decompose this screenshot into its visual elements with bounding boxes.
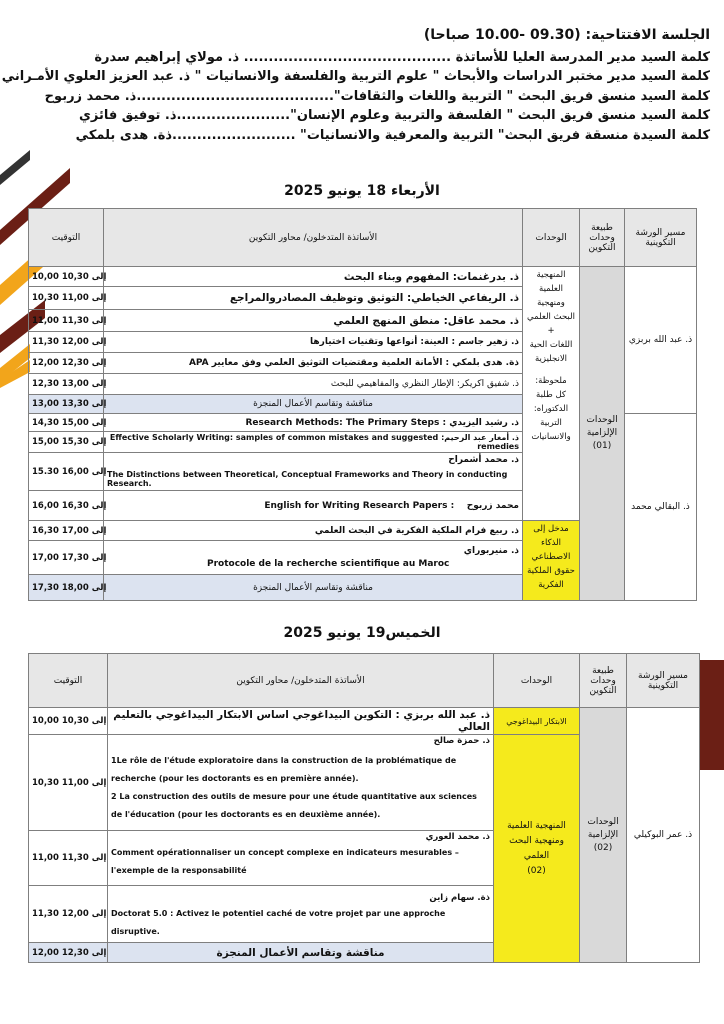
session-time: 11,00 إلى 11,30 [29, 310, 104, 332]
session-time: 10,30 إلى 11,00 [29, 287, 104, 310]
session-time: 12,00 إلى 12,30 [29, 353, 104, 374]
topic-fr: Comment opérationnaliser un concept complexe en indicateurs mesurables – l'exemple de la responsabilité [111, 848, 459, 875]
topic-fr: 2 La construction des outils de mesure pour une étude quantitative aux sciences de l'éducation (pour les doctorants es en deuxième année). [111, 792, 477, 819]
unit-text: ومنهجية البحث [509, 835, 564, 846]
session-time: 10,30 إلى 11,00 [29, 735, 108, 831]
header-time: التوقيت [29, 654, 108, 708]
session-topic [108, 886, 494, 943]
speaker-name: ذ. محمد العوري [425, 832, 490, 842]
header-content: الأساتذة المتدخلون/ محاور التكوين [108, 654, 494, 708]
header-units: الوحدات [494, 654, 580, 708]
header-units: الوحدات [523, 209, 580, 267]
speaker-name: ذ. محمد أشمراح [448, 455, 519, 465]
unit-text: العلمية [539, 284, 563, 294]
opening-line: كلمة السيد منسق فريق البحث " الفلسفة والتربية وعلوم الإنسان".......................ذ. توفيق فائزي [78, 108, 710, 123]
header-content: الأساتذة المتدخلون/ محاور التكوين [104, 209, 523, 267]
unit-text: الذكاء [540, 538, 562, 548]
unit-text: الانجليزية [534, 354, 568, 364]
note-text: الدكتوراه: [533, 404, 569, 414]
unit-text: ومنهجية [537, 298, 565, 308]
note-text: والانسانيات [531, 432, 571, 442]
unit-text: المنهجية العلمية [507, 820, 566, 831]
unit-text: الاصطناعي [531, 552, 571, 562]
session-time: 13,00 إلى 13,30 [29, 395, 104, 414]
speaker-name: ذ. أمغار عبد الرحيم: [441, 433, 519, 442]
session-time: 11,00 إلى 11,30 [29, 831, 108, 886]
unit-cell: الابتكار البيداغوجي [494, 708, 580, 735]
topic-fr: Protocole de la recherche scientifique au Maroc [207, 559, 450, 569]
topic-en: Research Methods: The Primary Steps [245, 417, 440, 428]
unit-text: البحث العلمي [527, 312, 575, 322]
header-path: مسير الورشة التكوينية [627, 654, 700, 708]
discussion-session: مناقشة وتقاسم الأعمال المنجزة [104, 575, 523, 601]
unit-text: مدخل إلى [533, 524, 569, 534]
speaker-name: ذ. منيربوراي [463, 546, 519, 556]
path-name: ذ. البقالي محمد [631, 502, 690, 512]
day1-schedule-table [28, 208, 697, 601]
nature-cell [580, 267, 625, 601]
nature-text: الإلزامية [586, 428, 618, 438]
path-cell [625, 414, 697, 601]
header-nature: طبيعة وحدات التكوين [580, 209, 625, 267]
topic-en: The Distinctions between Theoretical, Conceptual Frameworks and Theory in conducting Research. [107, 470, 508, 488]
nature-text: الوحدات [587, 816, 619, 827]
session-topic [104, 453, 523, 491]
opening-title: الجلسة الافتتاحية: (09.30 -10.00 صباحا) [423, 27, 710, 43]
session-topic [104, 541, 523, 575]
path-name: ذ. عبد الله بربزي [628, 335, 693, 345]
unit-cell [494, 735, 580, 963]
note-text: كل طلبة [536, 390, 566, 400]
unit-text: المنهجية [536, 270, 566, 280]
discussion-session: مناقشة وتقاسم الأعمال المنجزة [104, 395, 523, 414]
session-topic: ذ. شفيق اكريكر: الإطار النظري والمفاهيمي للبحث [104, 374, 523, 395]
header-path: مسير الورشة التكوينية [625, 209, 697, 267]
session-time: 11,30 إلى 12,00 [29, 332, 104, 353]
path-name: ذ. عمر البوكيلي [633, 830, 693, 840]
session-topic [108, 831, 494, 886]
session-topic: ذ. زهير جاسم : العينة: أنواعها وتقنيات اختيارها [104, 332, 523, 353]
path-cell [627, 708, 700, 963]
session-time: 17,30 إلى 18,00 [29, 575, 104, 601]
unit-text: + [547, 326, 555, 336]
unit-cell [523, 267, 580, 521]
nature-text: الوحدات [586, 415, 618, 425]
session-topic: ذ. الريفاعي الخياطي: التوثيق وتوظيف المصادروالمراجع [104, 287, 523, 310]
unit-text: اللغات الحية [529, 340, 573, 350]
header-time: التوقيت [29, 209, 104, 267]
header-nature: طبيعة وحدات التكوين [580, 654, 627, 708]
topic-fr: Doctorat 5.0 : Activez le potentiel caché de votre projet par une approche disruptive. [111, 909, 446, 936]
unit-text: الفكرية [538, 580, 564, 590]
speaker-name: ذة. سهام زاين [429, 893, 490, 903]
session-time: 15,00 إلى 15,30 [29, 432, 104, 453]
nature-text: الإلزامية [587, 829, 619, 840]
session-topic [108, 735, 494, 831]
session-time: 17,00 إلى 17,30 [29, 541, 104, 575]
nature-cell [580, 708, 627, 963]
topic-en: Effective Scholarly Writing: samples of common mistakes and suggested remedies [109, 433, 519, 451]
session-topic: ذ. محمد عاقل: منطق المنهج العلمي [104, 310, 523, 332]
session-time: 15.30 إلى 16,00 [29, 453, 104, 491]
opening-line: كلمة السيدة منسقة فريق البحث" التربية والمعرفية والانسانيات" .........................ذة. هدى بلمكي [75, 127, 710, 143]
note-text: التربية [540, 418, 562, 428]
session-time: 10,00 إلى 10,30 [29, 267, 104, 287]
session-time: 11,30 إلى 12,00 [29, 886, 108, 943]
note-text: ملحوظة: [535, 376, 567, 386]
discussion-session: مناقشة وتقاسم الأعمال المنجزة [108, 943, 494, 963]
opening-line: كلمة السيد مدير المدرسة العليا للأساتذة .......................................... ذ. مولاي إبراهيم سدرة [94, 49, 710, 65]
topic-en: English for Writing Research Papers [264, 500, 448, 511]
session-time: 14,30 إلى 15,00 [29, 414, 104, 432]
speaker-name: محمد زربوح [466, 500, 519, 511]
session-topic: ذ. ربيع فرام الملكية الفكرية في البحث العلمي [104, 521, 523, 541]
session-topic: ذ. بدرغنمات: المفهوم وبناء البحث [104, 267, 523, 287]
opening-line: كلمة السيد منسق فريق البحث " التربية واللغات والثقافات"........................................ذ. محمد زربوح [44, 88, 710, 104]
unit-text: حقوق الملكية [527, 566, 575, 576]
session-topic: ذ. عبد الله بربزي : التكوين البيداغوجي اساس الابتكار البيداغوجي بالتعليم العالي [108, 708, 494, 735]
session-topic: محمد زربوح : English for Writing Research Papers [104, 491, 523, 521]
session-topic [104, 432, 523, 453]
speaker-name: ذ. حمزة صالح [433, 736, 490, 746]
nature-text: (01) [592, 441, 612, 451]
day2-title: الخميس19 يونيو 2025 [283, 625, 441, 641]
topic-fr: 1Le rôle de l'étude exploratoire dans la construction de la problématique de recherche (pour les doctorants es en première année). [111, 756, 457, 783]
unit-text: العلمي [523, 850, 550, 861]
path-cell [625, 267, 697, 414]
day1-title: الأربعاء 18 يونيو 2025 [284, 183, 440, 199]
session-topic: ذة. هدى بلمكي : الأمانة العلمية ومقتضيات التوثيق العلمي وفق معايير APA [104, 353, 523, 374]
unit-cell [523, 521, 580, 601]
opening-session [1, 26, 710, 145]
session-time: 16,30 إلى 17,00 [29, 521, 104, 541]
speaker-name: ذ. رشيد اليزيدي : [442, 417, 519, 428]
session-time: 12,30 إلى 13,00 [29, 374, 104, 395]
nature-text: (02) [593, 842, 613, 853]
day2-schedule-table [28, 653, 700, 963]
session-time: 10,00 إلى 10,30 [29, 708, 108, 735]
opening-line: كلمة السيد مدير مختبر الدراسات والأبحاث " علوم التربية والفلسفة والانسانيات " ذ. عبد العزيز العلوي الأمـراني [1, 69, 710, 84]
session-time: 12,00 إلى 12,30 [29, 943, 108, 963]
session-time: 16,00 إلى 16,30 [29, 491, 104, 521]
unit-text: (02) [527, 865, 546, 876]
session-topic [104, 414, 523, 432]
